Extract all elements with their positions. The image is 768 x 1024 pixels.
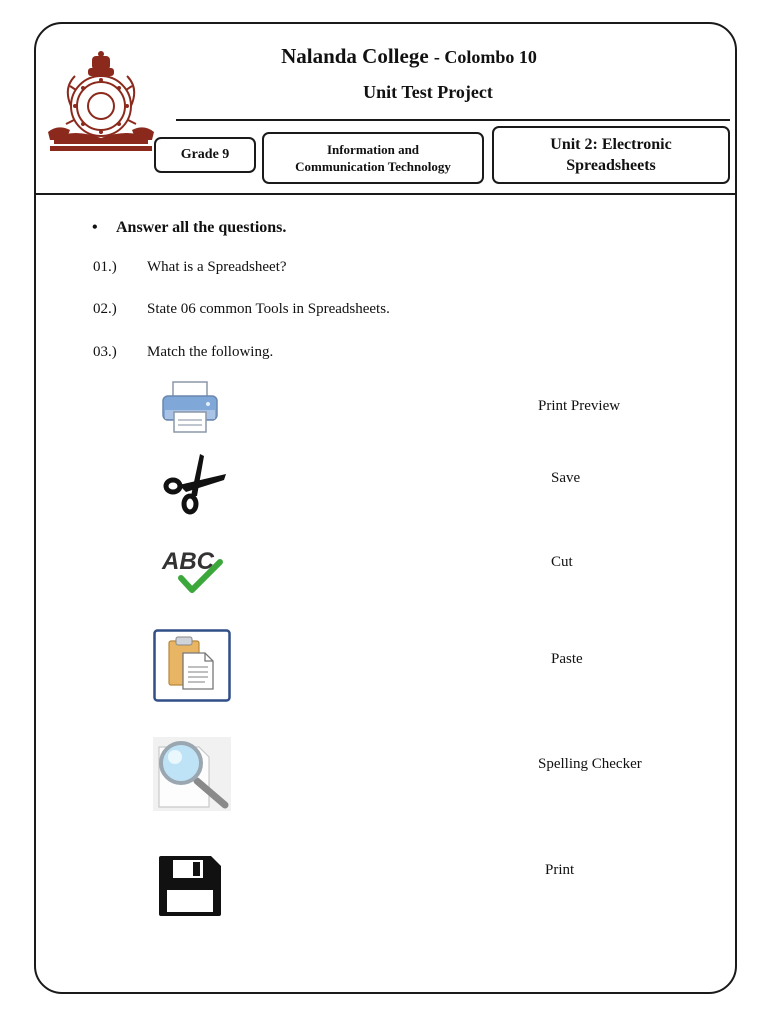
unit-box (492, 126, 730, 184)
question-3 (93, 344, 273, 361)
bullet-marker: • (92, 219, 98, 236)
match-option-1: Print Preview (538, 398, 621, 414)
instruction (92, 219, 286, 237)
unit-line-2: Spreadsheets (566, 157, 656, 174)
match-option-3: Cut (551, 554, 573, 570)
match-option-5: Spelling Checker (538, 756, 642, 772)
question-1 (93, 259, 287, 276)
college-name-text: Nalanda College (281, 44, 429, 68)
college-location: - Colombo 10 (433, 47, 537, 67)
floppy-disk-icon (157, 854, 223, 918)
college-name (0, 44, 768, 69)
question-number: 03.) (93, 344, 117, 360)
match-option-2: Save (551, 470, 581, 486)
clipboard-icon (153, 629, 231, 702)
question-text: State 06 common Tools in Spreadsheets. (147, 301, 390, 317)
grade-label: Grade 9 (180, 147, 230, 162)
scissors-icon (160, 452, 230, 516)
spelling-check-icon (160, 546, 224, 594)
spelling-check-text: ABC (162, 548, 214, 575)
question-text: What is a Spreadsheet? (147, 259, 287, 275)
question-number: 02.) (93, 301, 117, 317)
match-option-4: Paste (551, 651, 583, 667)
printer-icon (160, 380, 220, 434)
grade-box (154, 137, 256, 173)
project-title: Unit Test Project (363, 82, 493, 102)
unit-line-1: Unit 2: Electronic (550, 136, 672, 153)
subject-line-1: Information and (326, 142, 420, 157)
subject-line-2: Communication Technology (295, 159, 451, 174)
match-option-6: Print (545, 862, 575, 878)
subject-box (262, 132, 484, 184)
question-text: Match the following. (147, 344, 274, 360)
question-number: 01.) (93, 259, 117, 275)
instruction-text: Answer all the questions. (116, 219, 287, 236)
header-divider (34, 193, 737, 195)
title-underline (176, 119, 730, 121)
question-2 (93, 301, 390, 318)
magnifier-icon (153, 737, 231, 811)
